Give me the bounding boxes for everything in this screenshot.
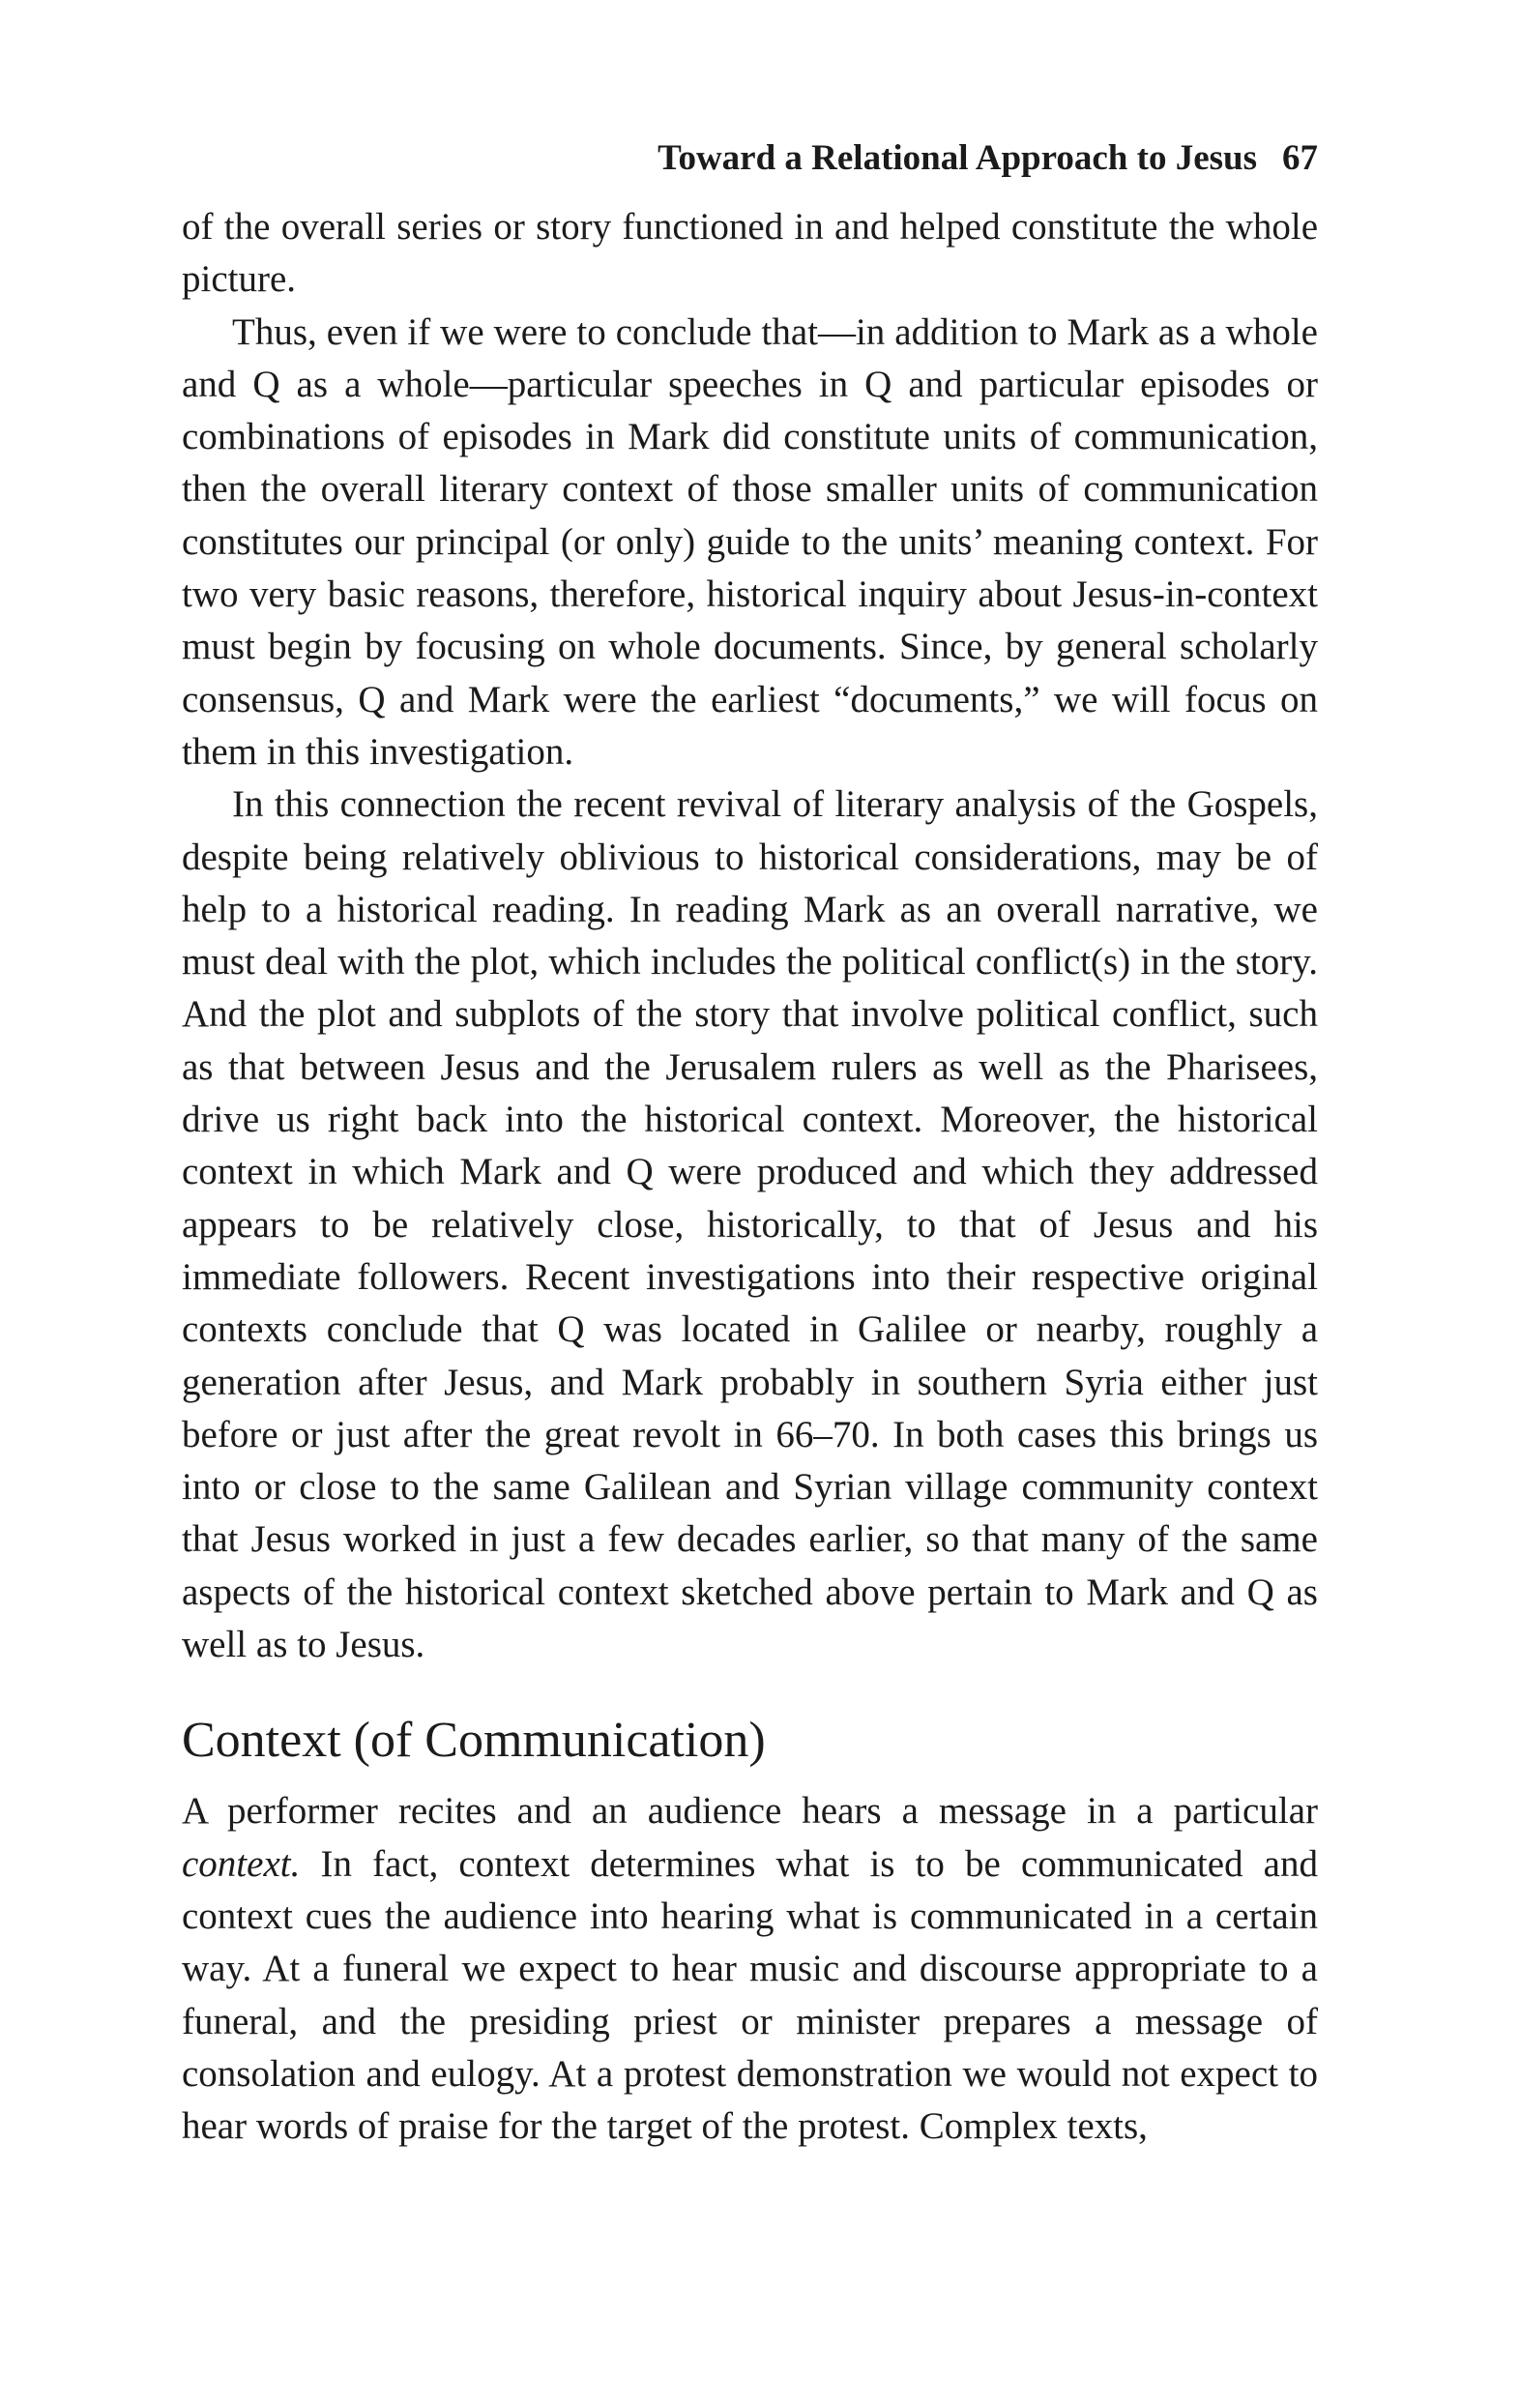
paragraph: In this connection the recent revival of literary analysis of the Gospels, despite being relatively oblivious to historical considerations, may be of help to a historical reading. In reading Mark as an overall narrative, we must deal with the plot, which includes the political conflict(s) in the story. And the plot and subplots of the story that involve political conflict, such as that between Jesus and the Jerusalem rulers as well as the Pharisees, drive us right back into the historical context. Moreover, the historical context in which Mark and Q were produced and which they addressed appears to be relatively close, historically, to that of Jesus and his immediate followers. Recent investigations into their respective original contexts conclude that Q was located in Galilee or nearby, roughly a generation after Jesus, and Mark probably in southern Syria either just before or just after the great revolt in 66–70. In both cases this brings us into or close to the same Galilean and Syrian village community context that Jesus worked in just a few decades earlier, so that many of the same aspects of the historical context sketched above pertain to Mark and Q as well as to Jesus.: [182, 783, 1318, 1666]
running-head-title: Toward a Relational Approach to Jesus: [658, 138, 1257, 178]
section-paragraph-rest: In fact, context determines what is to be communicated and context cues the audience into hearing what is communicated in a certain way. At a funeral we expect to hear music and discourse appropriate to a funeral, and the presiding priest or minister prepares a message of consolation and eulogy. At a protest demonstration we would not expect to hear words of praise for the target of the protest. Complex texts,: [182, 1842, 1318, 2148]
paragraph-continuation: of the overall series or story functioned in and helped constitute the whole picture.: [182, 206, 1318, 301]
book-page: [182, 135, 1318, 2153]
section-paragraph: [182, 1785, 1318, 2153]
section-heading: Context (of Communication): [182, 1713, 766, 1769]
italic-term: context.: [182, 1842, 301, 1885]
body-text: [182, 201, 1318, 2153]
page-number: 67: [1282, 138, 1318, 178]
paragraph: Thus, even if we were to conclude that—in addition to Mark as a whole and Q as a whole—particular speeches in Q and particular episodes or combinations of episodes in Mark did constitute units of communication, then the overall literary context of those smaller units of communication constitutes our principal (or only) guide to the units’ meaning context. For two very basic reasons, therefore, historical inquiry about Jesus-in-context must begin by focusing on whole documents. Since, by general scholarly consensus, Q and Mark were the earliest “documents,” we will focus on them in this investigation.: [182, 310, 1318, 773]
section-paragraph-start: A performer recites and an audience hears a message in a particular: [182, 1790, 1318, 1833]
running-head: [182, 135, 1318, 182]
